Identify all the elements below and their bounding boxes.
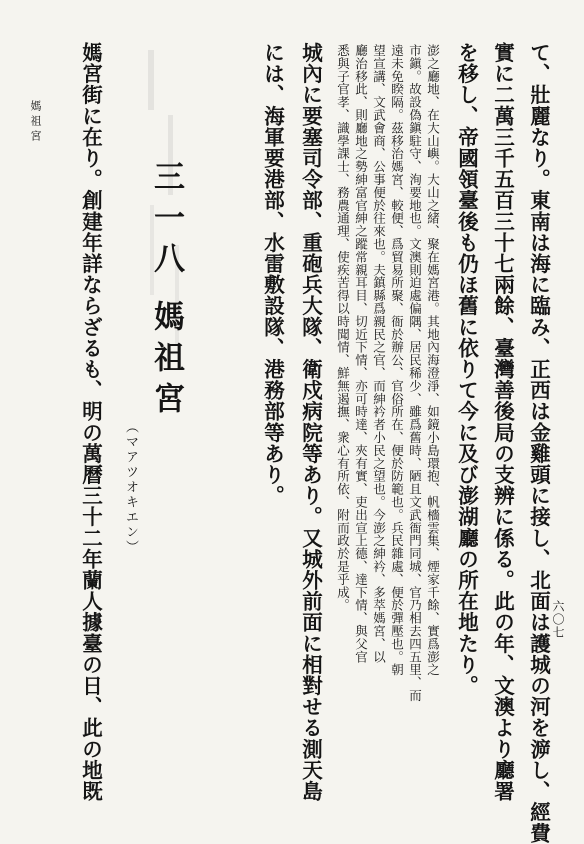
note-column-2: 市鎭。故設偽鎭駐守、洵要地也。文澳則迫處偏隅、居民稀少、雖爲舊時、陋且文武衙門同城、官乃相去四五里、而 (407, 44, 423, 702)
note-column-3: 遠未免睽隔。茲移治媽宮、較便、爲貿易所聚、衙於辦公、官俗所在、便於防範也。兵民雜處、便於彈壓也。朝 (389, 44, 405, 677)
note-column-1: 澎之廳地、在大山嶼。大山之緒、聚在媽宮港。其地內海澄淨、如鏡小島環抱、帆檣雲集、煙家千餘、實爲澎之 (425, 44, 441, 677)
page-number: 六〇七 (551, 600, 565, 639)
body-column-3: を移し、帝國領臺後も仍ほ舊に依りて今に及び澎湖廳の所在地たり。 (454, 42, 479, 697)
running-head: 媽祖宮 (29, 100, 42, 145)
section-reading: （マアツオキエン） (123, 420, 138, 555)
body-column-5: には、海軍要港部、水雷敷設隊、港務部等あり。 (260, 42, 285, 507)
body-column-4: 城內に要塞司令部、重砲兵大隊、衛戍病院等あり。又城外前面に相對せる測天島 (298, 42, 323, 802)
note-column-5: 廳治移此、則廳地之勢紳富官紳之蹤常親耳目、切近下情、亦可時達、夾有實、吏出宣上德、達下情、與父官 (353, 44, 369, 664)
section-body-column-1: 媽宮街に在り。創建年詳ならざるも、明の萬曆三十二年蘭人據臺の日、此の地既 (78, 42, 103, 802)
note-column-4: 望宣講、文武會商、公事便於往來也。夫鎮縣爲親民之官、而紳衿者小民之望也。今澎之紳衿、多萃媽宮、以 (371, 44, 387, 664)
body-column-1: て、壯麗なり。東南は海に臨み、正西は金雞頭に接し、北面は護城の河を㴑し、經費 (526, 42, 551, 844)
section-number: 三一八 (148, 160, 184, 283)
note-column-6: 悉與子官孝、識學課士、務農通理、使疾苦得以時聞情、鮮無遏撫、衆心有所依、附而政於是乎成。 (335, 44, 351, 612)
body-column-2: 實に二萬三千五百三十七兩餘、臺灣善後局の支辨に係る。此の年、文澳より廳署 (490, 42, 515, 802)
section-title: 媽祖宮 (148, 300, 184, 423)
